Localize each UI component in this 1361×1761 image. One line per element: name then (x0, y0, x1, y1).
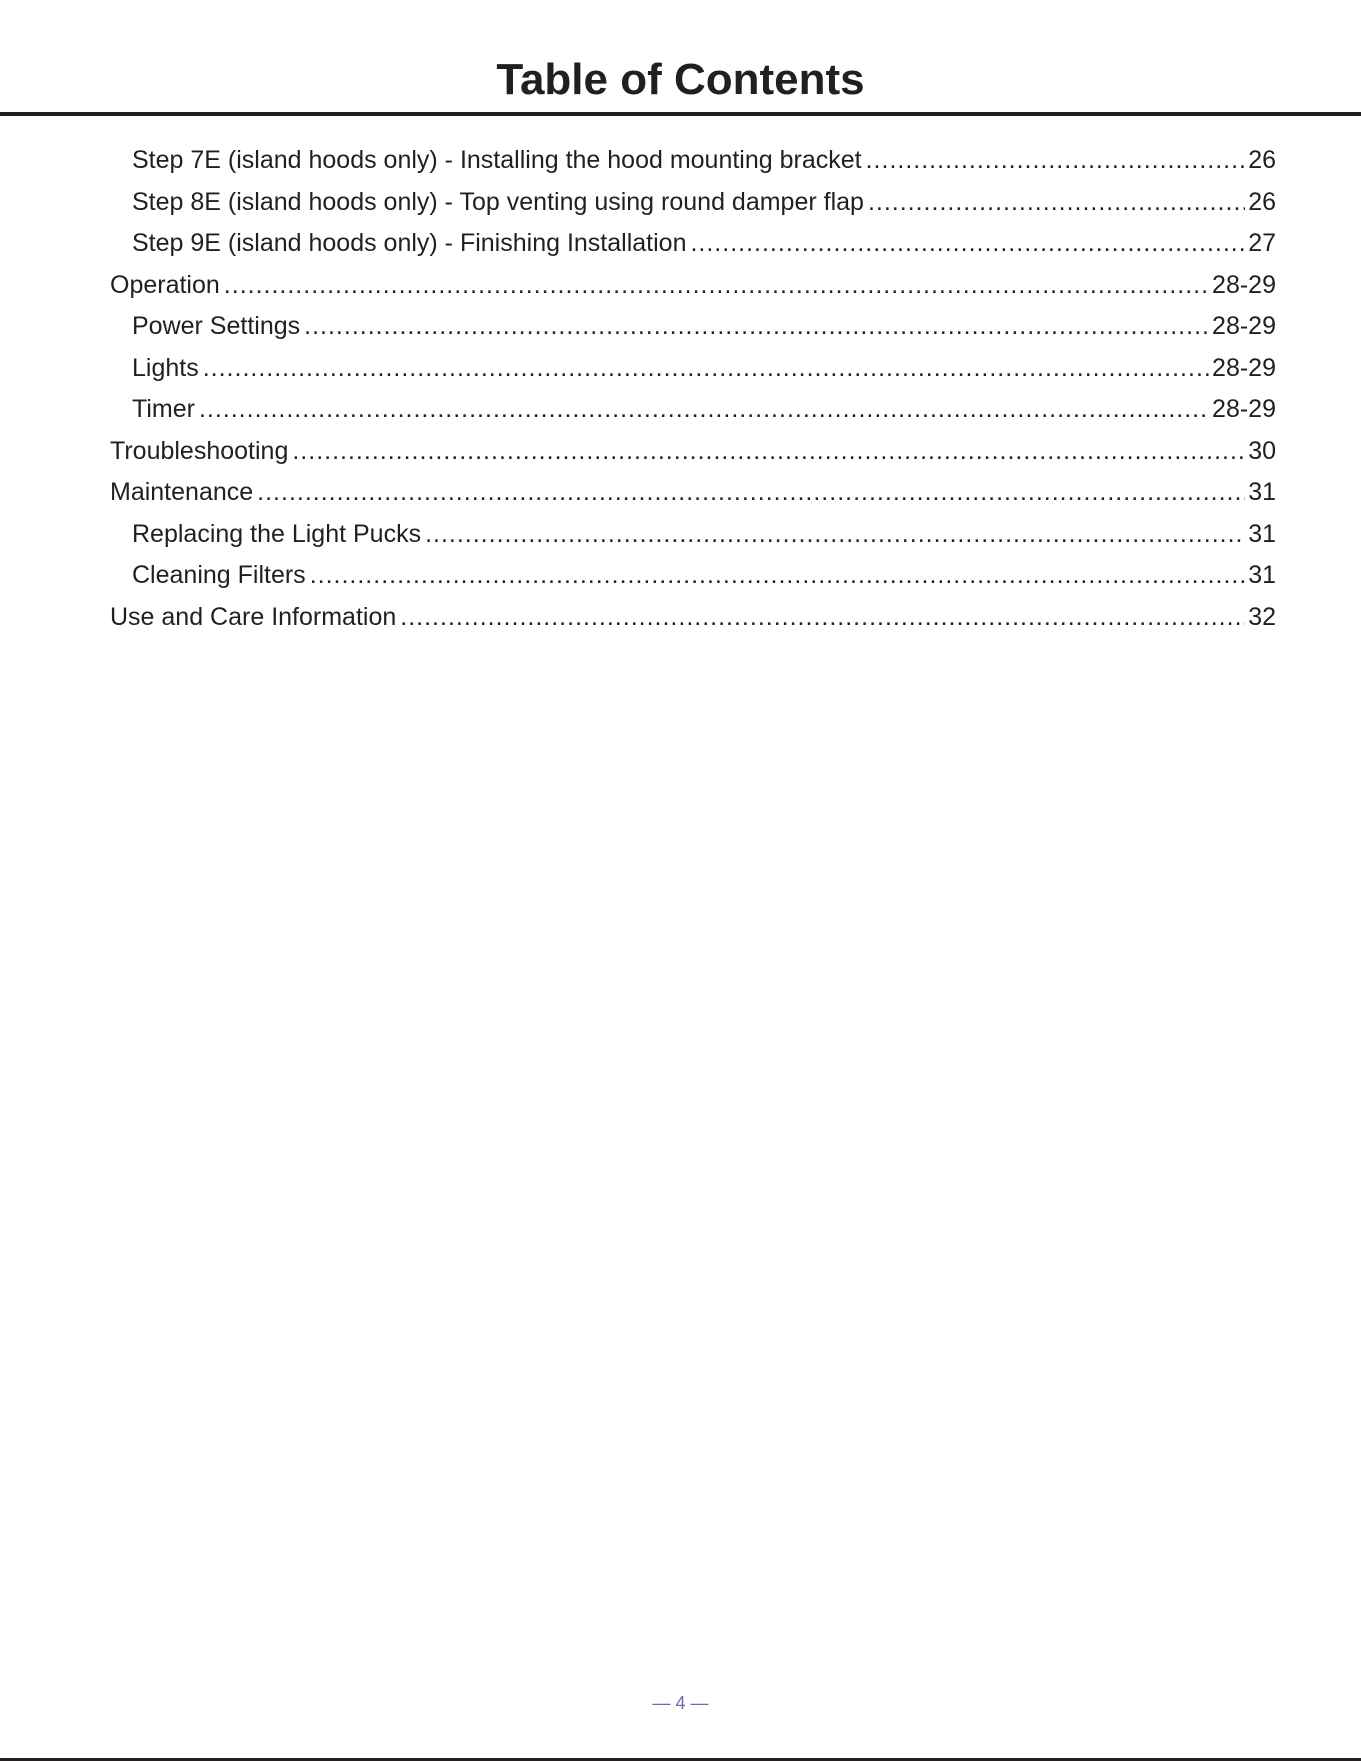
dot-leader (257, 472, 1245, 514)
toc-entry-step-8e[interactable] (110, 182, 1276, 224)
dot-leader (866, 140, 1246, 182)
toc-entry-page: 28-29 (1212, 270, 1276, 299)
toc-entry-label: Troubleshooting (110, 436, 289, 465)
toc-entry-label: Power Settings (132, 312, 301, 340)
toc-entry-cleaning-filters[interactable] (110, 555, 1276, 597)
dot-leader (310, 555, 1246, 597)
toc-entry-use-and-care[interactable] (110, 597, 1276, 639)
toc-entry-label: Use and Care Information (110, 602, 397, 631)
dot-leader (203, 348, 1209, 390)
dot-leader (224, 265, 1209, 307)
title-divider (0, 112, 1361, 116)
dot-leader (690, 223, 1245, 265)
toc-entry-page: 31 (1248, 519, 1276, 548)
dot-leader (292, 431, 1245, 473)
toc-entry-label: Maintenance (110, 478, 254, 506)
toc-entry-page: 28-29 (1212, 353, 1276, 382)
dot-leader (868, 182, 1245, 224)
page-title: Table of Contents (496, 55, 865, 104)
toc-entry-page: 30 (1248, 436, 1276, 465)
toc-entry-timer[interactable] (110, 389, 1276, 431)
toc-entry-step-9e[interactable] (110, 223, 1276, 265)
toc-entry-page: 28-29 (1212, 312, 1276, 340)
dot-leader (199, 389, 1209, 431)
table-of-contents (110, 140, 1276, 638)
toc-entry-label: Timer (132, 395, 195, 423)
toc-entry-operation[interactable] (110, 265, 1276, 307)
toc-entry-lights[interactable] (110, 348, 1276, 390)
toc-entry-maintenance[interactable] (110, 472, 1276, 514)
toc-entry-page: 26 (1248, 187, 1276, 216)
dot-leader (304, 306, 1209, 348)
dot-leader (400, 597, 1245, 639)
toc-entry-page: 28-29 (1212, 395, 1276, 423)
toc-entry-page: 31 (1248, 478, 1276, 506)
toc-entry-replacing-light-pucks[interactable] (110, 514, 1276, 556)
toc-entry-page: 27 (1248, 229, 1276, 257)
page-number: — 4 — (652, 1693, 709, 1713)
dot-leader (425, 514, 1245, 556)
toc-entry-label: Lights (132, 353, 199, 382)
toc-entry-label: Step 9E (island hoods only) - Finishing Installation (132, 229, 687, 257)
toc-entry-power-settings[interactable] (110, 306, 1276, 348)
toc-entry-label: Cleaning Filters (132, 561, 306, 589)
toc-entry-label: Step 8E (island hoods only) - Top venting using round damper flap (132, 187, 864, 216)
toc-entry-page: 32 (1248, 602, 1276, 631)
toc-entry-label: Step 7E (island hoods only) - Installing the hood mounting bracket (132, 146, 862, 174)
toc-entry-page: 31 (1248, 561, 1276, 589)
toc-entry-label: Operation (110, 270, 220, 299)
toc-entry-label: Replacing the Light Pucks (132, 519, 422, 548)
toc-entry-step-7e[interactable] (110, 140, 1276, 182)
toc-entry-troubleshooting[interactable] (110, 431, 1276, 473)
toc-entry-page: 26 (1248, 146, 1276, 174)
